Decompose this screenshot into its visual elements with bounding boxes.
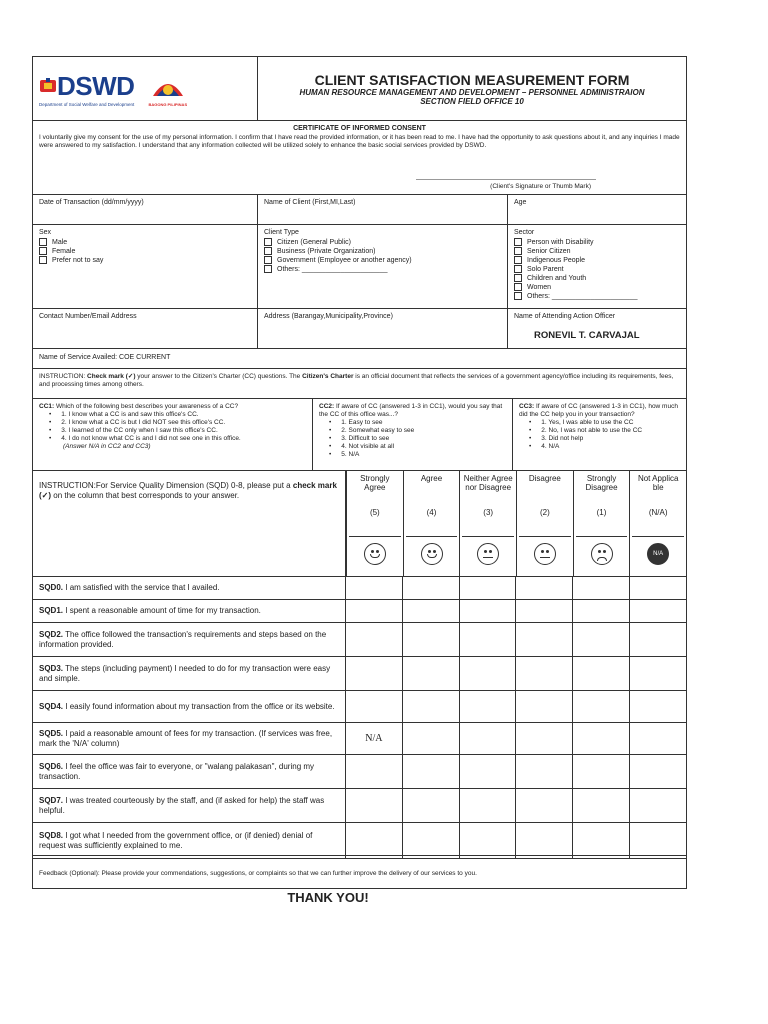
sqd-answer-cell[interactable] — [630, 600, 686, 622]
sqd-answer-cell[interactable] — [346, 600, 403, 622]
sector-option-label: Children and Youth — [527, 274, 587, 282]
sex-option[interactable] — [39, 247, 251, 256]
sqd-answer-cell[interactable] — [516, 723, 573, 754]
sqd-question — [33, 789, 346, 822]
sqd-answer-cell[interactable] — [573, 723, 630, 754]
sqd-answer-cell[interactable] — [346, 623, 403, 656]
sector-option[interactable] — [514, 247, 680, 256]
sqd-answer-cell[interactable] — [573, 600, 630, 622]
scale-score: (N/A) — [648, 508, 668, 517]
sad-face-icon — [591, 543, 613, 565]
bullet-icon: • — [49, 411, 52, 418]
sqd-answer-cell[interactable] — [573, 823, 630, 858]
logo-area — [33, 57, 258, 120]
cc3-option-label: 3. Did not help — [541, 435, 584, 442]
cc-instruction-checkmark: Check mark (✓) — [87, 373, 136, 380]
sqd-question — [33, 755, 346, 788]
client-type-option-label: Citizen (General Public) — [277, 238, 351, 246]
cc3-option[interactable] — [519, 435, 680, 443]
satisfaction-form — [32, 56, 687, 859]
cc-instruction-prefix: INSTRUCTION: — [39, 373, 86, 380]
cc3-title: CC3: — [519, 403, 535, 410]
client-type-field — [258, 225, 508, 308]
officer-field[interactable] — [508, 309, 686, 348]
sqd-code: SQD7. — [39, 795, 64, 805]
cc-questions-row — [33, 399, 686, 471]
address-label: Address (Barangay,Municipality,Province) — [264, 313, 393, 320]
sqd-answer-cell[interactable]: N/A — [346, 723, 403, 754]
sqd-question — [33, 577, 346, 599]
cc2-option[interactable] — [319, 443, 506, 451]
cc1-option-label: 4. I do not know what CC is and I did not see one in this office. — [61, 435, 241, 442]
sqd-answer-cell[interactable] — [403, 691, 460, 722]
sex-option-label: Male — [52, 238, 68, 246]
sqd-instruction — [33, 471, 346, 576]
happy-face-icon — [364, 543, 386, 565]
sqd-text: I easily found information about my transaction from the office or its website. — [65, 701, 335, 711]
sqd-text: The office followed the transaction's requirements and steps based on the information provided. — [39, 629, 327, 649]
sqd-text: I feel the office was fair to everyone, or "walang palakasan", during my transaction. — [39, 761, 315, 781]
sqd-answer-cell[interactable] — [403, 600, 460, 622]
sqd-answer-cell[interactable] — [516, 577, 573, 599]
form-subtitle-2: SECTION FIELD OFFICE 10 — [420, 96, 524, 106]
sqd-answer-cell[interactable] — [346, 823, 403, 858]
sqd-answer-cell[interactable] — [630, 657, 686, 690]
contact-field[interactable] — [33, 309, 258, 348]
sector-option[interactable] — [514, 274, 680, 283]
cc1-title: CC1: — [39, 403, 55, 410]
bullet-icon: • — [49, 419, 52, 426]
checkbox[interactable] — [514, 247, 522, 255]
bullet-icon: • — [329, 443, 332, 450]
transaction-row — [33, 195, 686, 225]
sqd-code: SQD4. — [39, 701, 64, 711]
cc2-option-label: 1. Easy to see — [341, 419, 383, 426]
sqd-answer-cell[interactable] — [460, 691, 517, 722]
checkbox[interactable] — [39, 238, 47, 246]
consent-section — [33, 121, 686, 195]
client-type-options — [264, 238, 501, 274]
sqd-row — [33, 822, 686, 858]
sqd-answer-cell[interactable] — [573, 755, 630, 788]
date-label: Date of Transaction (dd/mm/yyyy) — [39, 199, 144, 206]
sqd-answer-cell[interactable] — [630, 723, 686, 754]
client-type-option[interactable] — [264, 265, 501, 274]
cc1-option[interactable] — [39, 419, 306, 427]
dswd-logo — [39, 71, 134, 107]
sqd-answer-cell[interactable] — [346, 657, 403, 690]
checkbox[interactable] — [264, 238, 272, 246]
cc-instruction-mid: your answer to the Citizen's Charter (CC) questions. The — [137, 373, 301, 380]
client-type-option-label: Government (Employee or another agency) — [277, 256, 412, 264]
sqd-answer-cell[interactable] — [630, 823, 686, 858]
client-type-option-label: Others: ______________________ — [277, 265, 388, 273]
sqd-answer-cell[interactable] — [516, 823, 573, 858]
sqd-header — [33, 471, 686, 576]
checkbox[interactable] — [514, 274, 522, 282]
scale-score: (2) — [539, 508, 550, 517]
sqd-row — [33, 722, 686, 754]
cc1-block — [33, 399, 313, 470]
cc2-option[interactable] — [319, 451, 506, 459]
scale-column-header — [516, 471, 573, 576]
name-label: Name of Client (First,MI,Last) — [264, 199, 356, 206]
sqd-answer-cell[interactable] — [516, 789, 573, 822]
sqd-answer-cell[interactable] — [403, 623, 460, 656]
consent-cell — [33, 121, 686, 194]
client-type-option[interactable] — [264, 247, 501, 256]
sqd-answer-cell[interactable] — [460, 577, 517, 599]
sex-option[interactable] — [39, 238, 251, 247]
sector-option-label: Others: ______________________ — [527, 292, 638, 300]
sqd-answer-cell[interactable] — [516, 755, 573, 788]
scale-column-header — [629, 471, 686, 576]
sqd-answer-cell[interactable] — [630, 789, 686, 822]
sqd-answer-cell[interactable] — [573, 577, 630, 599]
client-type-option[interactable] — [264, 238, 501, 247]
bagong-pilipinas-icon — [149, 70, 187, 102]
cc2-title: CC2: — [319, 403, 335, 410]
sqd-text: I got what I needed from the government office, or (if denied) denial of request was sufficiently explained to me. — [39, 830, 313, 850]
sqd-text: The steps (including payment) I needed to do for my transaction were easy and simple. — [39, 663, 331, 683]
sqd-row — [33, 690, 686, 722]
scale-label: Not Applica ble — [637, 474, 679, 492]
sector-option[interactable] — [514, 292, 680, 301]
address-field[interactable] — [258, 309, 508, 348]
cc1-option-label: 2. I know what a CC is but I did NOT see this office's CC. — [61, 419, 226, 426]
cc3-block — [513, 399, 686, 470]
sqd-answer-cell[interactable] — [403, 789, 460, 822]
scale-column-header — [346, 471, 403, 576]
officer-value: RONEVIL T. CARVAJAL — [534, 329, 640, 341]
scale-headers — [346, 471, 686, 576]
name-field[interactable] — [258, 195, 508, 224]
sqd-row — [33, 656, 686, 690]
sqd-answer-cell[interactable] — [573, 657, 630, 690]
scale-column-header — [403, 471, 460, 576]
client-type-option-label: Business (Private Organization) — [277, 247, 376, 255]
client-type-option[interactable] — [264, 256, 501, 265]
sqd-answer-cell[interactable] — [403, 577, 460, 599]
bullet-icon: • — [329, 435, 332, 442]
sqd-answer-cell[interactable] — [460, 789, 517, 822]
sqd-text: I am satisfied with the service that I availed. — [65, 583, 220, 592]
sqd-answer-cell[interactable] — [630, 577, 686, 599]
sqd-row — [33, 622, 686, 656]
sqd-question — [33, 623, 346, 656]
sqd-answer-cell[interactable] — [460, 723, 517, 754]
bullet-icon: • — [529, 435, 532, 442]
cc1-option[interactable] — [39, 411, 306, 419]
date-field[interactable] — [33, 195, 258, 224]
sqd-answer-cell[interactable] — [516, 691, 573, 722]
sector-options — [514, 238, 680, 301]
cc2-option[interactable] — [319, 419, 506, 427]
sex-field — [33, 225, 258, 308]
cc2-option[interactable] — [319, 427, 506, 435]
cc3-option[interactable] — [519, 419, 680, 427]
flat-face-icon — [477, 543, 499, 565]
sqd-answer-cell[interactable] — [630, 691, 686, 722]
scale-label: Disagree — [528, 474, 561, 483]
age-label: Age — [514, 199, 527, 206]
sqd-answer-cell[interactable] — [403, 723, 460, 754]
sqd-answer-cell[interactable] — [403, 755, 460, 788]
scale-label: Neither Agree nor Disagree — [463, 474, 513, 492]
sector-option-label: Women — [527, 283, 551, 291]
sector-option-label: Senior Citizen — [527, 247, 571, 255]
cc-instruction — [33, 369, 686, 398]
scale-column-header — [573, 471, 630, 576]
bullet-icon: • — [49, 427, 52, 434]
scale-label: Strongly Disagree — [585, 474, 618, 492]
cc1-option[interactable] — [39, 435, 306, 443]
sqd-answer-cell[interactable] — [346, 789, 403, 822]
checkbox[interactable] — [39, 256, 47, 264]
cc1-option-label: 1. I know what a CC is and saw this office's CC. — [61, 411, 199, 418]
scale-score: (5) — [369, 508, 380, 517]
checkbox[interactable] — [514, 238, 522, 246]
bullet-icon: • — [529, 427, 532, 434]
cc3-options — [519, 419, 680, 451]
sqd-instruction-text2: on the column that best corresponds to your answer. — [53, 491, 240, 500]
age-field[interactable] — [508, 195, 686, 224]
cc3-option-label: 2. No, I was not able to use the CC — [541, 427, 643, 434]
bullet-icon: • — [329, 451, 332, 458]
cc2-option-label: 5. N/A — [341, 451, 360, 458]
scale-label: Agree — [420, 474, 443, 483]
sector-option[interactable] — [514, 265, 680, 274]
bullet-icon: • — [529, 419, 532, 426]
feedback-label: Feedback (Optional): Please provide your commendations, suggestions, or complaints so that we can further improve the delivery of our services to you. — [39, 870, 477, 877]
sex-option[interactable] — [39, 256, 251, 265]
service-value: COE CURRENT — [119, 354, 171, 362]
scale-score: (4) — [426, 508, 437, 517]
sqd-instruction-checkmark: check mark (✓) — [39, 481, 337, 500]
cc2-block — [313, 399, 513, 470]
sex-label: Sex — [39, 229, 52, 236]
sqd-instruction-text1: INSTRUCTION:For Service Quality Dimension (SQD) 0-8, please put a — [39, 481, 291, 490]
sqd-question — [33, 600, 346, 622]
sqd-question — [33, 823, 346, 858]
na-face-icon: N/A — [647, 543, 669, 565]
form-title: CLIENT SATISFACTION MEASUREMENT FORM — [314, 71, 630, 88]
sqd-text: I spent a reasonable amount of time for my transaction. — [65, 606, 261, 615]
consent-title: CERTIFICATE OF INFORMED CONSENT — [293, 125, 426, 132]
cc2-option[interactable] — [319, 435, 506, 443]
sqd-answer-cell[interactable] — [630, 755, 686, 788]
bagong-pilipinas-seal — [148, 70, 187, 107]
sqd-code: SQD8. — [39, 830, 64, 840]
thank-you: THANK YOU! — [287, 890, 369, 905]
checkbox[interactable] — [514, 292, 522, 300]
contact-row — [33, 309, 686, 349]
service-row — [33, 349, 686, 369]
bullet-icon: • — [329, 419, 332, 426]
cc3-question: If aware of CC (answered 1-3 in CC1), how much did the CC help you in your transaction? — [519, 403, 678, 418]
sqd-code: SQD2. — [39, 629, 64, 639]
sqd-answer-cell[interactable] — [460, 600, 517, 622]
sqd-answer-cell[interactable] — [516, 657, 573, 690]
scale-column-header — [459, 471, 516, 576]
cc-instruction-rest: is an official document that reflects the services of a government agency/office including its requirements, fees, and processing times among others. — [39, 373, 674, 388]
cc2-question: If aware of CC (answered 1-3 in CC1), would you say that the CC of this office was...? — [319, 403, 503, 418]
flat-face-icon — [534, 543, 556, 565]
form-subtitle-1: HUMAN RESOURCE MANAGEMENT AND DEVELOPMENT – PERSONNEL ADMINISTRAION — [299, 87, 645, 97]
dswd-logo-text: DSWD — [57, 70, 135, 101]
scale-score: (3) — [483, 508, 494, 517]
sqd-code: SQD6. — [39, 761, 64, 771]
cc-instruction-charter: Citizen's Charter — [302, 373, 354, 380]
contact-label: Contact Number/Email Address — [39, 313, 137, 320]
cc2-option-label: 2. Somewhat easy to see — [341, 427, 415, 434]
sex-options — [39, 238, 251, 265]
sqd-answer-cell[interactable] — [573, 691, 630, 722]
sqd-answer-cell[interactable] — [460, 623, 517, 656]
cc3-option-label: 1. Yes, I was able to use the CC — [541, 419, 634, 426]
sqd-table — [33, 471, 686, 858]
sex-option-label: Female — [52, 247, 76, 255]
checkbox[interactable] — [39, 247, 47, 255]
sector-option-label: Person with Disability — [527, 238, 594, 246]
bullet-icon: • — [49, 435, 52, 442]
sqd-code: SQD5. — [39, 728, 64, 738]
sqd-row — [33, 576, 686, 599]
cc1-question: Which of the following best describes your awareness of a CC? — [55, 403, 239, 410]
checkbox[interactable] — [514, 283, 522, 291]
sqd-row — [33, 754, 686, 788]
checkbox[interactable] — [514, 256, 522, 264]
sex-option-label: Prefer not to say — [52, 256, 104, 264]
cc-instruction-row — [33, 369, 686, 399]
title-area — [258, 57, 686, 120]
cc2-options — [319, 419, 506, 459]
sector-field — [508, 225, 686, 308]
sqd-text: I paid a reasonable amount of fees for my transaction. (If services was free, mark the 'N/A' column) — [39, 728, 333, 748]
sqd-answer-cell[interactable] — [573, 623, 630, 656]
checkbox[interactable] — [264, 256, 272, 264]
sqd-answer-cell[interactable] — [460, 755, 517, 788]
scale-label: Strongly Agree — [360, 474, 390, 492]
cc1-option[interactable] — [39, 427, 306, 435]
sqd-answer-cell[interactable] — [460, 823, 517, 858]
sqd-row — [33, 788, 686, 822]
sqd-answer-cell[interactable] — [403, 657, 460, 690]
sqd-question — [33, 657, 346, 690]
sqd-answer-cell[interactable] — [460, 657, 517, 690]
sqd-answer-cell[interactable] — [630, 623, 686, 656]
sqd-answer-cell[interactable] — [346, 691, 403, 722]
sqd-answer-cell[interactable] — [403, 823, 460, 858]
form-header — [33, 57, 686, 121]
sector-label: Sector — [514, 229, 535, 236]
sqd-question — [33, 723, 346, 754]
sector-option-label: Indigenous People — [527, 256, 585, 264]
cc1-options — [39, 411, 306, 443]
cc3-option[interactable] — [519, 443, 680, 451]
checkbox[interactable] — [514, 265, 522, 273]
feedback-box[interactable] — [32, 855, 687, 889]
checkbox[interactable] — [264, 265, 272, 273]
sector-option[interactable] — [514, 256, 680, 265]
sqd-answer-cell[interactable] — [573, 789, 630, 822]
sector-option[interactable] — [514, 283, 680, 292]
cc1-note: (Answer N/A in CC2 and CC3) — [63, 443, 151, 450]
seal-text: BAGONG PILIPINAS — [148, 102, 188, 107]
happy-face-icon — [421, 543, 443, 565]
client-type-label: Client Type — [264, 229, 299, 236]
sqd-answer-cell[interactable] — [516, 600, 573, 622]
sqd-rows — [33, 576, 686, 858]
cc3-option-label: 4. N/A — [541, 443, 560, 450]
sqd-code: SQD0. — [39, 583, 64, 592]
sqd-answer-cell[interactable] — [346, 755, 403, 788]
signature-line[interactable] — [416, 179, 596, 180]
sector-option-label: Solo Parent — [527, 265, 564, 273]
signature-label: (Client's Signature or Thumb Mark) — [490, 183, 591, 190]
dswd-logo-subtext: Department of Social Welfare and Development — [39, 101, 135, 107]
sector-option[interactable] — [514, 238, 680, 247]
dswd-emblem-icon — [39, 77, 57, 95]
sqd-answer-cell[interactable] — [346, 577, 403, 599]
sqd-text: I was treated courteously by the staff, and (if asked for help) the staff was helpful. — [39, 795, 325, 815]
consent-text: I voluntarily give my consent for the use of my personal information. I confirm that I have read the provided information, or it has been read to me. I have had the opportunity to ask questions about it, and any inquiries I made were answered to my satisfaction. I understand that any information collected will be utilized solely to enhance the basic social services provided by DSWD. — [39, 133, 680, 149]
cc1-option-label: 3. I learned of the CC only when I saw this office's CC. — [61, 427, 218, 434]
cc3-option[interactable] — [519, 427, 680, 435]
bullet-icon: • — [329, 427, 332, 434]
officer-label: Name of Attending Action Officer — [514, 313, 616, 320]
cc2-option-label: 4. Not visible at all — [341, 443, 395, 450]
sqd-code: SQD1. — [39, 606, 64, 615]
checkbox[interactable] — [264, 247, 272, 255]
scale-score: (1) — [596, 508, 607, 517]
sqd-answer-cell[interactable] — [516, 623, 573, 656]
service-label: Name of Service Availed: — [39, 354, 118, 362]
sqd-code: SQD3. — [39, 663, 64, 673]
demographics-row — [33, 225, 686, 309]
sqd-row — [33, 599, 686, 622]
service-field[interactable] — [33, 349, 686, 368]
cc2-option-label: 3. Difficult to see — [341, 435, 390, 442]
sqd-question — [33, 691, 346, 722]
bullet-icon: • — [529, 443, 532, 450]
